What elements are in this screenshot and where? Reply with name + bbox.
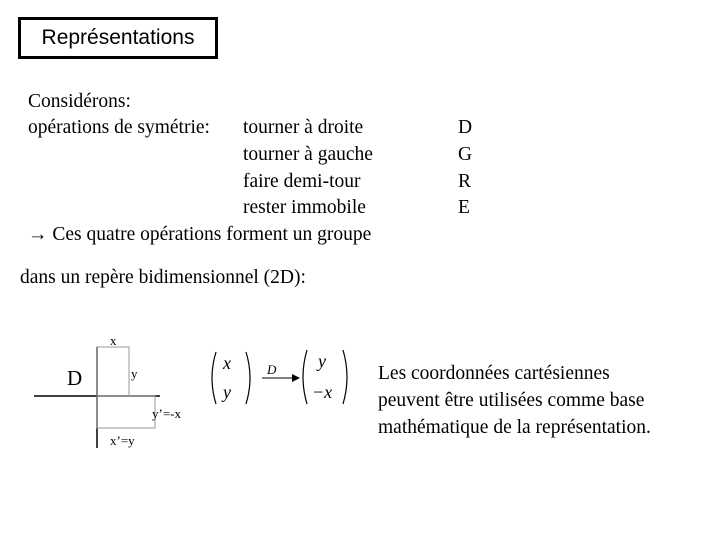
operation-item: tourner à droite — [243, 117, 364, 138]
operation-code: E — [458, 197, 470, 218]
original-box — [97, 347, 129, 396]
note-line: Les coordonnées cartésiennes — [378, 363, 610, 384]
operation-code: R — [458, 171, 472, 192]
vector-in-x: x — [223, 353, 231, 373]
note-line: peuvent être utilisées comme base — [378, 390, 645, 411]
slide-title: Représentations — [18, 17, 218, 59]
y-prime-label: y’=-x — [152, 406, 181, 421]
y-axis-label: y — [131, 366, 138, 381]
operation-item: tourner à gauche — [243, 144, 373, 165]
right-paren — [246, 352, 250, 404]
context-line: dans un repère bidimensionnel (2D): — [20, 267, 306, 288]
conclusion-text: Ces quatre opérations forment un groupe — [52, 224, 372, 245]
vector-out-y: y — [318, 351, 326, 371]
x-prime-label: x’=y — [110, 433, 135, 448]
operation-big-label: D — [67, 366, 83, 390]
right-paren — [343, 350, 347, 404]
vector-out-x: −x — [312, 382, 333, 402]
operation-code: G — [458, 144, 473, 165]
operation-item: rester immobile — [243, 197, 366, 218]
operation-item: faire demi-tour — [243, 171, 361, 192]
left-paren — [212, 352, 216, 404]
left-paren — [303, 350, 307, 404]
arrow-head-icon — [292, 374, 300, 382]
x-axis-label: x — [110, 333, 117, 348]
rotated-box — [97, 396, 155, 428]
intro-line: Considérons: — [28, 91, 131, 112]
operation-code: D — [458, 117, 473, 138]
arrow-label: D — [267, 362, 277, 377]
vector-in-y: y — [223, 382, 231, 402]
note-line: mathématique de la représentation. — [378, 417, 651, 438]
symmetry-operations-label: opérations de symétrie: — [28, 117, 210, 138]
right-arrow-icon: → — [28, 224, 48, 245]
